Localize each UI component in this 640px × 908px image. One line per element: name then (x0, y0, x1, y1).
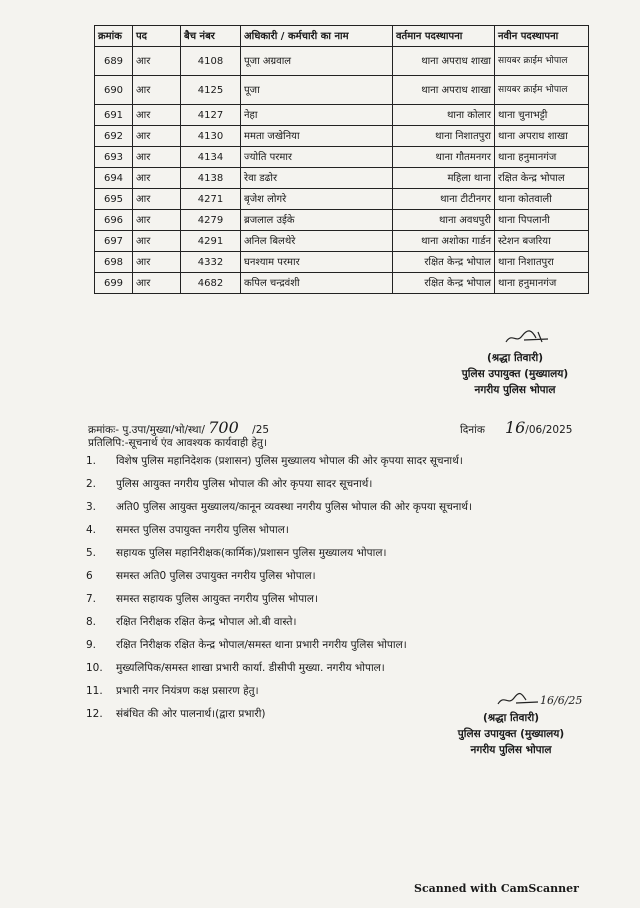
cell-name: बृजेश लोगरे (241, 189, 393, 210)
signatory-designation: पुलिस उपायुक्त (मुख्यालय) (461, 368, 569, 380)
copy-list-item (86, 542, 606, 565)
copy-item-number: 10. (86, 662, 103, 674)
cell-new-posting: थाना अपराध शाखा (495, 126, 589, 147)
table-row (95, 231, 589, 252)
header-serial: क्रमांक (95, 26, 133, 47)
copy-item-number: 11. (86, 685, 103, 697)
cell-name: ममता जखेनिया (241, 126, 393, 147)
copy-item-text: समस्त पुलिस उपायुक्त नगरीय पुलिस भोपाल। (116, 524, 289, 536)
copy-item-text: सहायक पुलिस महानिरीक्षक(कार्मिक)/प्रशासन पुलिस मुख्यालय भोपाल। (116, 547, 387, 559)
signature-block-1 (440, 350, 590, 398)
cell-new-posting: थाना कोतवाली (495, 189, 589, 210)
cell-current-posting: थाना अपराध शाखा (393, 76, 495, 105)
cell-post: आर (133, 47, 181, 76)
cell-name: नेहा (241, 105, 393, 126)
order-ref-prefix: क्रमांकः- पु.उपा/मुख्या/भो/स्था/ (88, 424, 205, 436)
copy-item-number: 3. (86, 501, 97, 513)
copy-item-number: 2. (86, 478, 97, 490)
cell-name: रेवा डढोर (241, 168, 393, 189)
table-row (95, 47, 589, 76)
signatory-name: (श्रद्धा तिवारी) (486, 352, 544, 364)
copy-item-text: विशेष पुलिस महानिदेशक (प्रशासन) पुलिस मुख्यालय भोपाल की ओर कृपया सादर सूचनार्थ। (116, 455, 463, 467)
cell-new-posting: थाना पिपलानी (495, 210, 589, 231)
copy-item-text: मुख्यलिपिक/समस्त शाखा प्रभारी कार्या. डीसीपी मुख्या. नगरीय भोपाल। (116, 662, 385, 674)
cell-name: पूजा अग्रवाल (241, 47, 393, 76)
table-row (95, 273, 589, 294)
cell-post: आर (133, 126, 181, 147)
cell-batch: 4332 (181, 252, 241, 273)
copy-item-number: 7. (86, 593, 97, 605)
copy-list-item (86, 519, 606, 542)
cell-serial: 695 (95, 189, 133, 210)
order-ref-suffix: /25 (252, 424, 270, 436)
order-date-label: दिनांक (460, 424, 485, 436)
cell-post: आर (133, 231, 181, 252)
cell-serial: 696 (95, 210, 133, 231)
transfer-table (94, 25, 589, 294)
cell-batch: 4108 (181, 47, 241, 76)
cell-current-posting: थाना निशातपुरा (393, 126, 495, 147)
copy-item-text: पुलिस आयुक्त नगरीय पुलिस भोपाल की ओर कृपया सादर सूचनार्थ। (116, 478, 373, 490)
cell-current-posting: थाना टीटीनगर (393, 189, 495, 210)
signatory-name: (श्रद्धा तिवारी) (482, 712, 540, 724)
cell-current-posting: रक्षित केन्द्र भोपाल (393, 252, 495, 273)
copy-item-number: 4. (86, 524, 97, 536)
copy-list-item (86, 611, 606, 634)
copy-list-item (86, 565, 606, 588)
cell-batch: 4271 (181, 189, 241, 210)
table-row (95, 210, 589, 231)
signature-block-2 (436, 710, 586, 758)
cell-new-posting: थाना हनुमानगंज (495, 273, 589, 294)
signatory-office: नगरीय पुलिस भोपाल (470, 744, 552, 756)
copy-item-text: समस्त सहायक पुलिस आयुक्त नगरीय पुलिस भोपाल। (116, 593, 318, 605)
copy-item-text: समस्त अति0 पुलिस उपायुक्त नगरीय पुलिस भोपाल। (116, 570, 316, 582)
cell-serial: 699 (95, 273, 133, 294)
scanner-watermark: Scanned with CamScanner (414, 882, 579, 895)
cell-current-posting: रक्षित केन्द्र भोपाल (393, 273, 495, 294)
cell-post: आर (133, 76, 181, 105)
cell-serial: 693 (95, 147, 133, 168)
signature-scribble-2 (494, 688, 583, 712)
cell-current-posting: थाना अवधपुरी (393, 210, 495, 231)
cell-serial: 698 (95, 252, 133, 273)
svg-text:16/6/25: 16/6/25 (540, 694, 583, 707)
copy-item-number: 1. (86, 455, 97, 467)
cell-new-posting: सायबर क्राईम भोपाल (495, 76, 589, 105)
cell-new-posting: थाना हनुमानगंज (495, 147, 589, 168)
copy-list-item (86, 634, 606, 657)
cell-new-posting: सायबर क्राईम भोपाल (495, 47, 589, 76)
table-row (95, 168, 589, 189)
cell-current-posting: थाना अपराध शाखा (393, 47, 495, 76)
cell-name: घनश्याम परमार (241, 252, 393, 273)
signatory-designation: पुलिस उपायुक्त (मुख्यालय) (457, 728, 565, 740)
order-date-day: 16 (504, 418, 526, 437)
copy-item-number: 6 (86, 570, 93, 582)
copy-heading: प्रतिलिपि:-सूचनार्थ एंव आवश्यक कार्यवाही हेतु। (88, 437, 267, 449)
copy-list-item (86, 657, 606, 680)
cell-post: आर (133, 252, 181, 273)
copy-item-text: संबंधित की ओर पालनार्थ।(द्वारा प्रभारी) (116, 708, 266, 720)
copy-list-item (86, 473, 606, 496)
cell-name: ब्रजलाल उईके (241, 210, 393, 231)
copy-item-text: रक्षित निरीक्षक रक्षित केन्द्र भोपाल/समस्त थाना प्रभारी नगरीय पुलिस भोपाल। (116, 639, 407, 651)
cell-serial: 694 (95, 168, 133, 189)
cell-current-posting: महिला थाना (393, 168, 495, 189)
signature-scribble-1 (502, 326, 552, 348)
header-post: पद (133, 26, 181, 47)
table-row (95, 189, 589, 210)
cell-current-posting: थाना गौतमनगर (393, 147, 495, 168)
cell-batch: 4134 (181, 147, 241, 168)
order-date-rest: /06/2025 (525, 424, 573, 436)
copy-list-item (86, 450, 606, 473)
table-row (95, 147, 589, 168)
cell-batch: 4291 (181, 231, 241, 252)
cell-current-posting: थाना कोलार (393, 105, 495, 126)
header-new-posting: नवीन पदस्थापना (495, 26, 589, 47)
copy-list (86, 450, 606, 726)
cell-new-posting: थाना निशातपुरा (495, 252, 589, 273)
cell-new-posting: थाना चुनाभट्टी (495, 105, 589, 126)
cell-batch: 4138 (181, 168, 241, 189)
cell-post: आर (133, 273, 181, 294)
cell-name: कपिल चन्द्रवंशी (241, 273, 393, 294)
table-row (95, 252, 589, 273)
copy-item-text: रक्षित निरीक्षक रक्षित केन्द्र भोपाल ओ.बी वास्ते। (116, 616, 297, 628)
cell-serial: 697 (95, 231, 133, 252)
copy-item-number: 5. (86, 547, 97, 559)
copy-list-item (86, 496, 606, 519)
table-row (95, 76, 589, 105)
header-current-posting: वर्तमान पदस्थापना (393, 26, 495, 47)
table-row (95, 126, 589, 147)
signatory-office: नगरीय पुलिस भोपाल (474, 384, 556, 396)
cell-serial: 691 (95, 105, 133, 126)
cell-post: आर (133, 210, 181, 231)
cell-current-posting: थाना अशोका गार्डन (393, 231, 495, 252)
cell-serial: 689 (95, 47, 133, 76)
cell-serial: 690 (95, 76, 133, 105)
order-reference-line (88, 414, 588, 436)
copy-item-text: अति0 पुलिस आयुक्त मुख्यालय/कानून व्यवस्था नगरीय पुलिस भोपाल की ओर कृपया सूचनार्थ। (116, 501, 472, 513)
cell-batch: 4127 (181, 105, 241, 126)
copy-list-item (86, 588, 606, 611)
copy-item-number: 8. (86, 616, 97, 628)
cell-new-posting: स्टेशन बजरिया (495, 231, 589, 252)
cell-batch: 4682 (181, 273, 241, 294)
cell-name: अनिल बिलथेरे (241, 231, 393, 252)
cell-post: आर (133, 147, 181, 168)
header-batch: बैच नंबर (181, 26, 241, 47)
cell-name: ज्योति परमार (241, 147, 393, 168)
copy-item-text: प्रभारी नगर नियंत्रण कक्ष प्रसारण हेतु। (116, 685, 259, 697)
header-name: अधिकारी / कर्मचारी का नाम (241, 26, 393, 47)
copy-item-number: 12. (86, 708, 103, 720)
table-header-row (95, 26, 589, 47)
cell-post: आर (133, 168, 181, 189)
copy-item-number: 9. (86, 639, 97, 651)
cell-name: पूजा (241, 76, 393, 105)
cell-batch: 4125 (181, 76, 241, 105)
order-ref-number: 700 (208, 418, 239, 437)
cell-new-posting: रक्षित केन्द्र भोपाल (495, 168, 589, 189)
cell-serial: 692 (95, 126, 133, 147)
cell-post: आर (133, 189, 181, 210)
cell-batch: 4130 (181, 126, 241, 147)
cell-post: आर (133, 105, 181, 126)
cell-batch: 4279 (181, 210, 241, 231)
table-row (95, 105, 589, 126)
